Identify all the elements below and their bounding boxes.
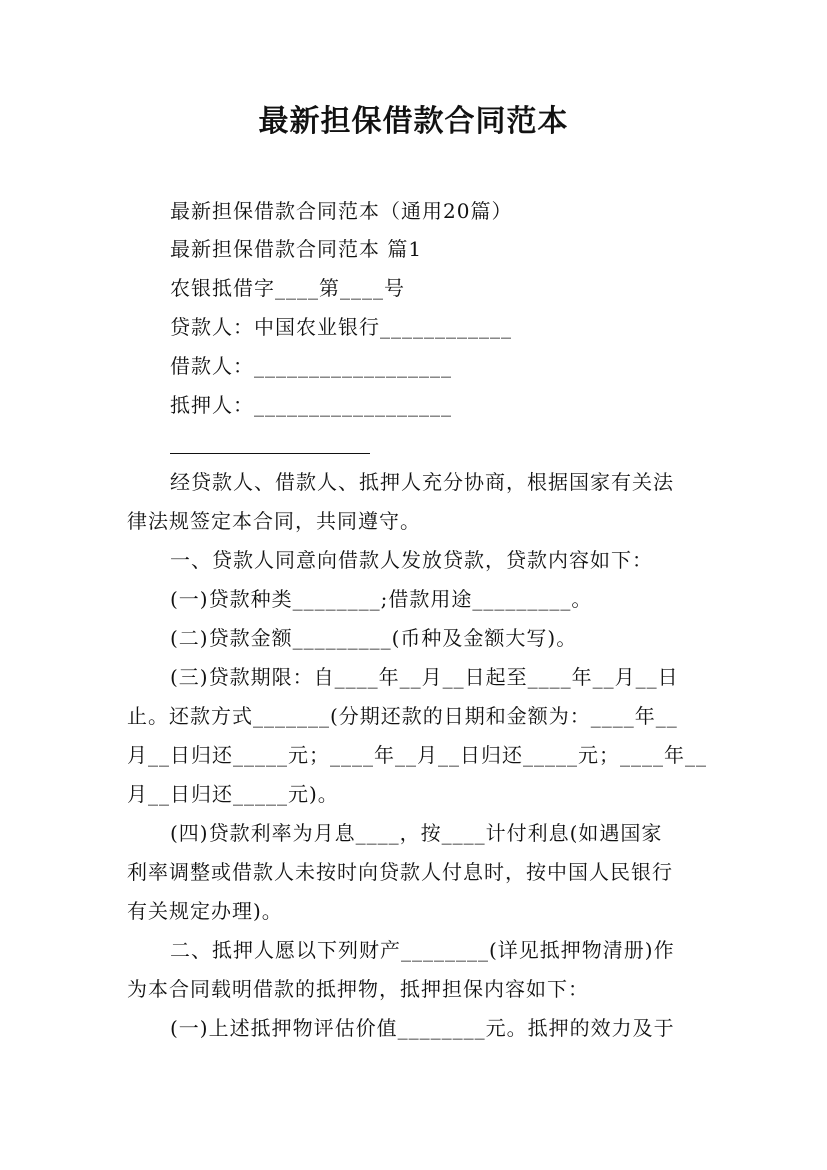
body-text-line: (二)贷款金额_________(币种及金额大写)。 (170, 626, 578, 650)
body-text-line: 律法规签定本合同，共同遵守。 (127, 509, 421, 533)
body-text-line: (一)上述抵押物评估价值________元。抵押的效力及于 (170, 1016, 675, 1040)
body-text-line: (一)贷款种类________;借款用途_________。 (170, 587, 593, 611)
body-text-line: 二、抵押人愿以下列财产________(详见抵押物清册)作 (170, 938, 675, 962)
lender-line: 贷款人：中国农业银行____________ (170, 315, 512, 339)
body-text-line: 一、贷款人同意向借款人发放贷款，贷款内容如下： (170, 548, 653, 572)
body-text-line: 有关规定办理)。 (127, 899, 283, 923)
body-text-line: (三)贷款期限：自____年__月__日起至____年__月__日 (170, 665, 679, 689)
body-text-line: 月__日归还_____元；____年__月__日归还_____元；____年__ (127, 743, 707, 767)
body-text-line: 月__日归还_____元)。 (127, 782, 339, 806)
body-text-line: 利率调整或借款人未按时向贷款人付息时，按中国人民银行 (127, 860, 673, 884)
mortgagor-line: 抵押人：__________________ (170, 393, 452, 417)
blank-underline (170, 453, 370, 454)
section-heading: 最新担保借款合同范本 篇1 (170, 237, 423, 261)
borrower-line: 借款人：__________________ (170, 354, 452, 378)
document-title: 最新担保借款合同范本 (258, 104, 569, 139)
body-text-line: (四)贷款利率为月息____，按____计付利息(如遇国家 (170, 821, 663, 845)
subtitle-line: 最新担保借款合同范本（通用20篇） (170, 199, 513, 223)
contract-number-line: 农银抵借字____第____号 (170, 276, 405, 300)
body-text-line: 经贷款人、借款人、抵押人充分协商，根据国家有关法 (170, 470, 674, 494)
body-text-line: 止。还款方式_______(分期还款的日期和金额为：____年__ (127, 704, 678, 728)
body-text-line: 为本合同载明借款的抵押物，抵押担保内容如下： (127, 977, 589, 1001)
